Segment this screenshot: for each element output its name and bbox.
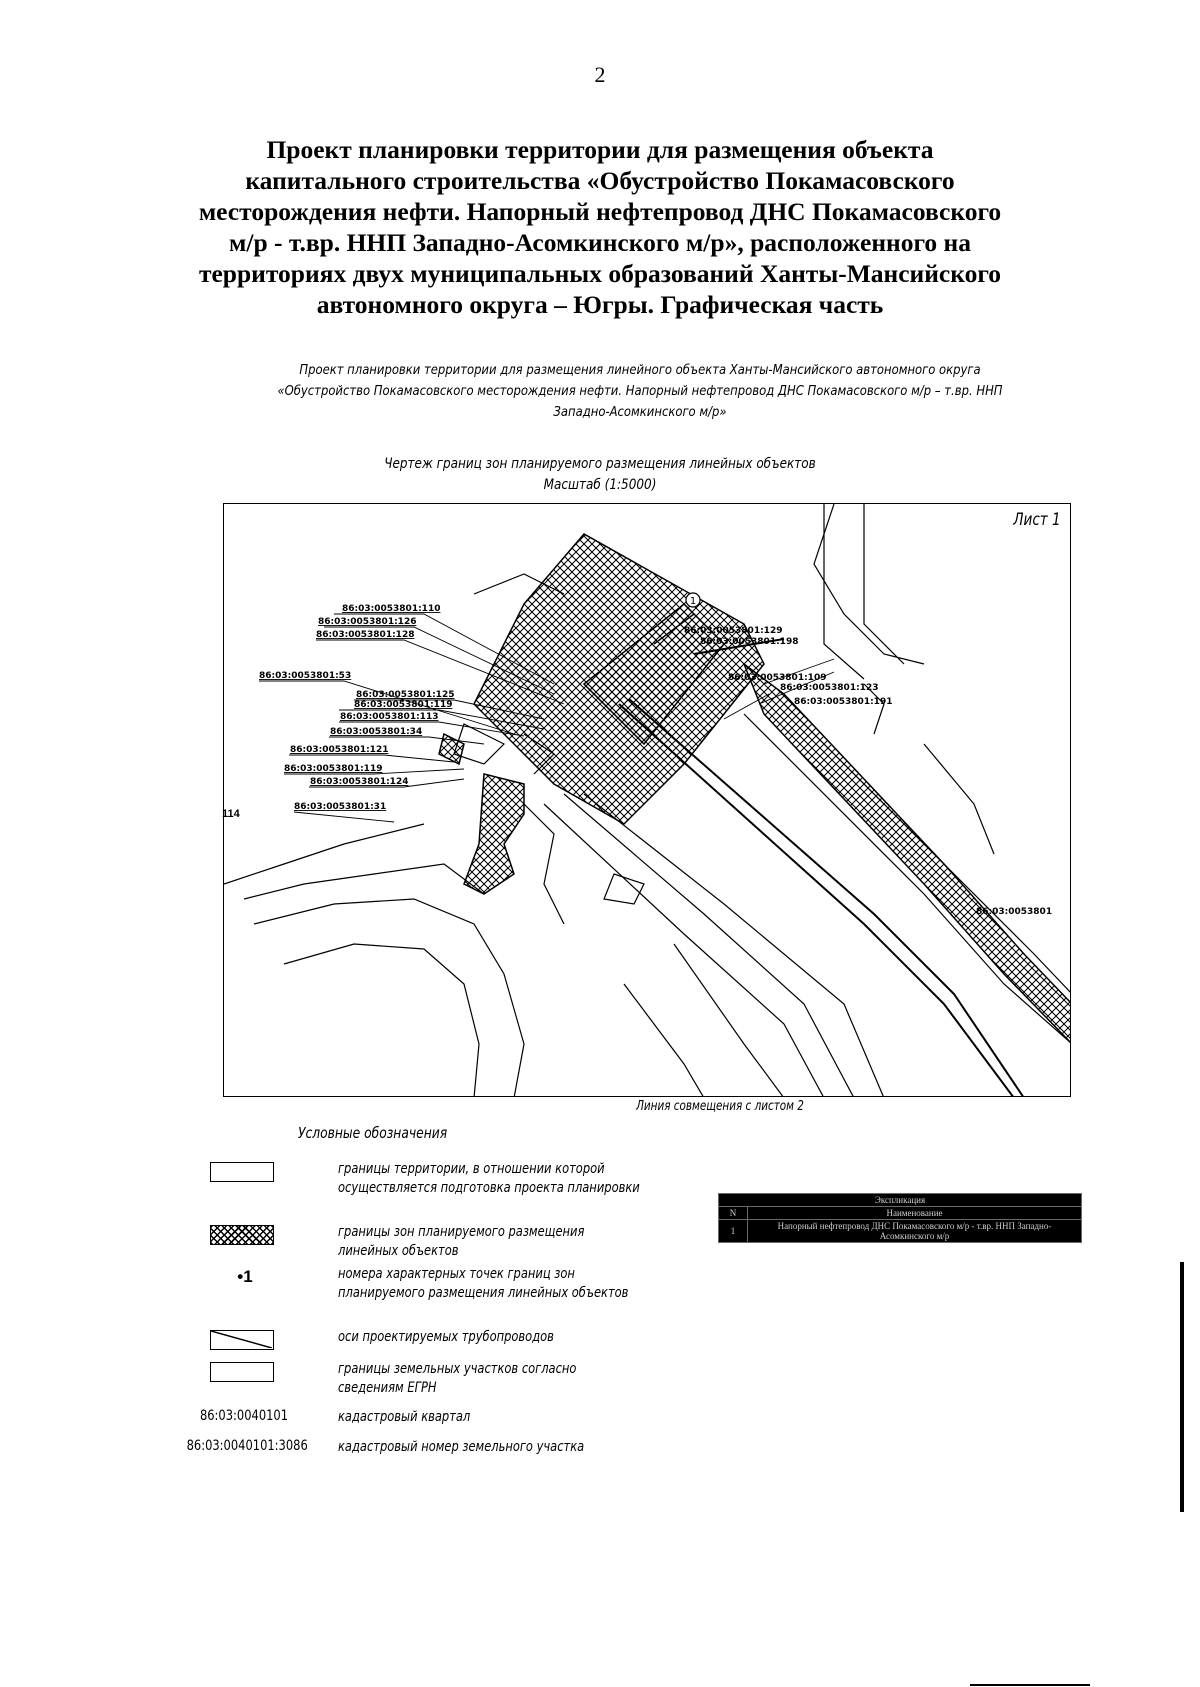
cadastral-label: 86:03:0053801:129: [684, 626, 783, 636]
legend-title: Условные обозначения: [298, 1124, 448, 1142]
legend-hatch-symbol: [210, 1225, 274, 1245]
cadastral-labels-left: [259, 604, 454, 812]
map-edge-label: 114: [222, 808, 240, 820]
legend-text: границы земельных участков согласно сведениям ЕГРН: [338, 1361, 577, 1396]
legend-text: кадастровый квартал: [338, 1409, 471, 1425]
sheet-label: Лист 1: [1012, 510, 1061, 530]
page-number: 2: [594, 62, 606, 87]
table-row: [719, 1220, 1082, 1243]
legend-land-plot-symbol: [210, 1362, 274, 1382]
cadastral-label: 86:03:0053801:121: [290, 745, 389, 755]
planning-map: [223, 503, 1071, 1097]
title-line: месторождения нефти. Напорный нефтепровод ДНС Покамасовского: [198, 197, 1002, 226]
legend-pipeline-axis-symbol: [210, 1330, 274, 1350]
drawing-scale: Масштаб (1:5000): [543, 477, 657, 493]
explication-table: [718, 1193, 1082, 1243]
planned-placement-zones: [439, 534, 1071, 1044]
cadastral-label: 86:03:0053801:124: [310, 777, 409, 787]
cadastral-label: 86:03:0053801:123: [780, 683, 879, 693]
cadastral-label: 86:03:0053801:198: [700, 637, 799, 647]
legend-point-symbol: •1: [237, 1267, 253, 1286]
cadastral-label: 86:03:0053801:109: [728, 673, 827, 683]
explication-title: Экспликация: [719, 1194, 1082, 1207]
document-title: [150, 134, 1050, 320]
title-line: капитального строительства «Обустройство Покамасовского: [245, 166, 955, 195]
cadastral-label: 86:03:0053801:119: [354, 700, 453, 710]
explication-col-num: N: [719, 1207, 748, 1220]
cadastral-label: 86:03:0053801:31: [294, 802, 387, 812]
title-line: м/р - т.вр. ННП Западно-Асомкинского м/р», расположенного на: [229, 228, 971, 257]
explication-row-name: Напорный нефтепровод ДНС Покамасовского м/р - т.вр. ННП Западно-Асомкинского м/р: [748, 1220, 1082, 1243]
legend-text: кадастровый номер земельного участка: [338, 1439, 585, 1455]
project-subtitle: [262, 360, 1019, 423]
match-line-label: Линия совмещения с листом 2: [636, 1099, 804, 1114]
legend-parcel-code: 86:03:0040101:3086: [186, 1438, 308, 1454]
legend-text: номера характерных точек границ зон планируемого размещения линейных объектов: [338, 1266, 629, 1301]
cadastral-label: 86:03:0053801:113: [340, 712, 439, 722]
scan-artifact-bar: [1180, 1262, 1184, 1512]
drawing-caption: [342, 454, 858, 496]
legend-text: границы зон планируемого размещения линейных объектов: [338, 1224, 585, 1259]
drawing-caption-title: Чертеж границ зон планируемого размещения линейных объектов: [384, 456, 816, 472]
explication-col-name: Наименование: [748, 1207, 1082, 1220]
cadastral-label: 86:03:0053801:119: [284, 764, 383, 774]
title-line: территориях двух муниципальных образований Ханты-Мансийского: [198, 259, 1002, 288]
cadastral-label: 86:03:0053801:126: [318, 617, 417, 627]
cadastral-label: 86:03:0053801:128: [316, 630, 415, 640]
cadastral-label: 86:03:0053801:125: [356, 690, 455, 700]
map-drawing: [224, 504, 1071, 1097]
point-number: 1: [689, 596, 697, 607]
legend-text: оси проектируемых трубопроводов: [338, 1329, 554, 1345]
explication-row-num: 1: [719, 1220, 748, 1243]
cadastral-label: 86:03:0053801: [976, 907, 1053, 917]
cadastral-label: 86:03:0053801:53: [259, 671, 352, 681]
cadastral-label: 86:03:0053801:34: [330, 727, 423, 737]
subtitle-line: «Обустройство Покамасовского месторождения нефти. Напорный нефтепровод ДНС Покамасовского м/р – т.вр. ННП: [277, 383, 1003, 399]
title-line: Проект планировки территории для размещения объекта: [266, 135, 934, 164]
scan-artifact-line: [970, 1684, 1090, 1686]
legend-territory-boundary-symbol: [210, 1162, 274, 1182]
subtitle-line: Проект планировки территории для размещения линейного объекта Ханты-Мансийского автономного округа: [299, 362, 981, 378]
cadastral-label: 86:03:0053801:191: [794, 697, 893, 707]
cadastral-label: 86:03:0053801:110: [342, 604, 441, 614]
subtitle-line: Западно-Асомкинского м/р»: [553, 404, 727, 420]
legend-quarter-code: 86:03:0040101: [199, 1408, 289, 1424]
title-line: автономного округа – Югры. Графическая часть: [316, 290, 884, 319]
legend-text: границы территории, в отношении которой осуществляется подготовка проекта планировки: [338, 1161, 640, 1196]
